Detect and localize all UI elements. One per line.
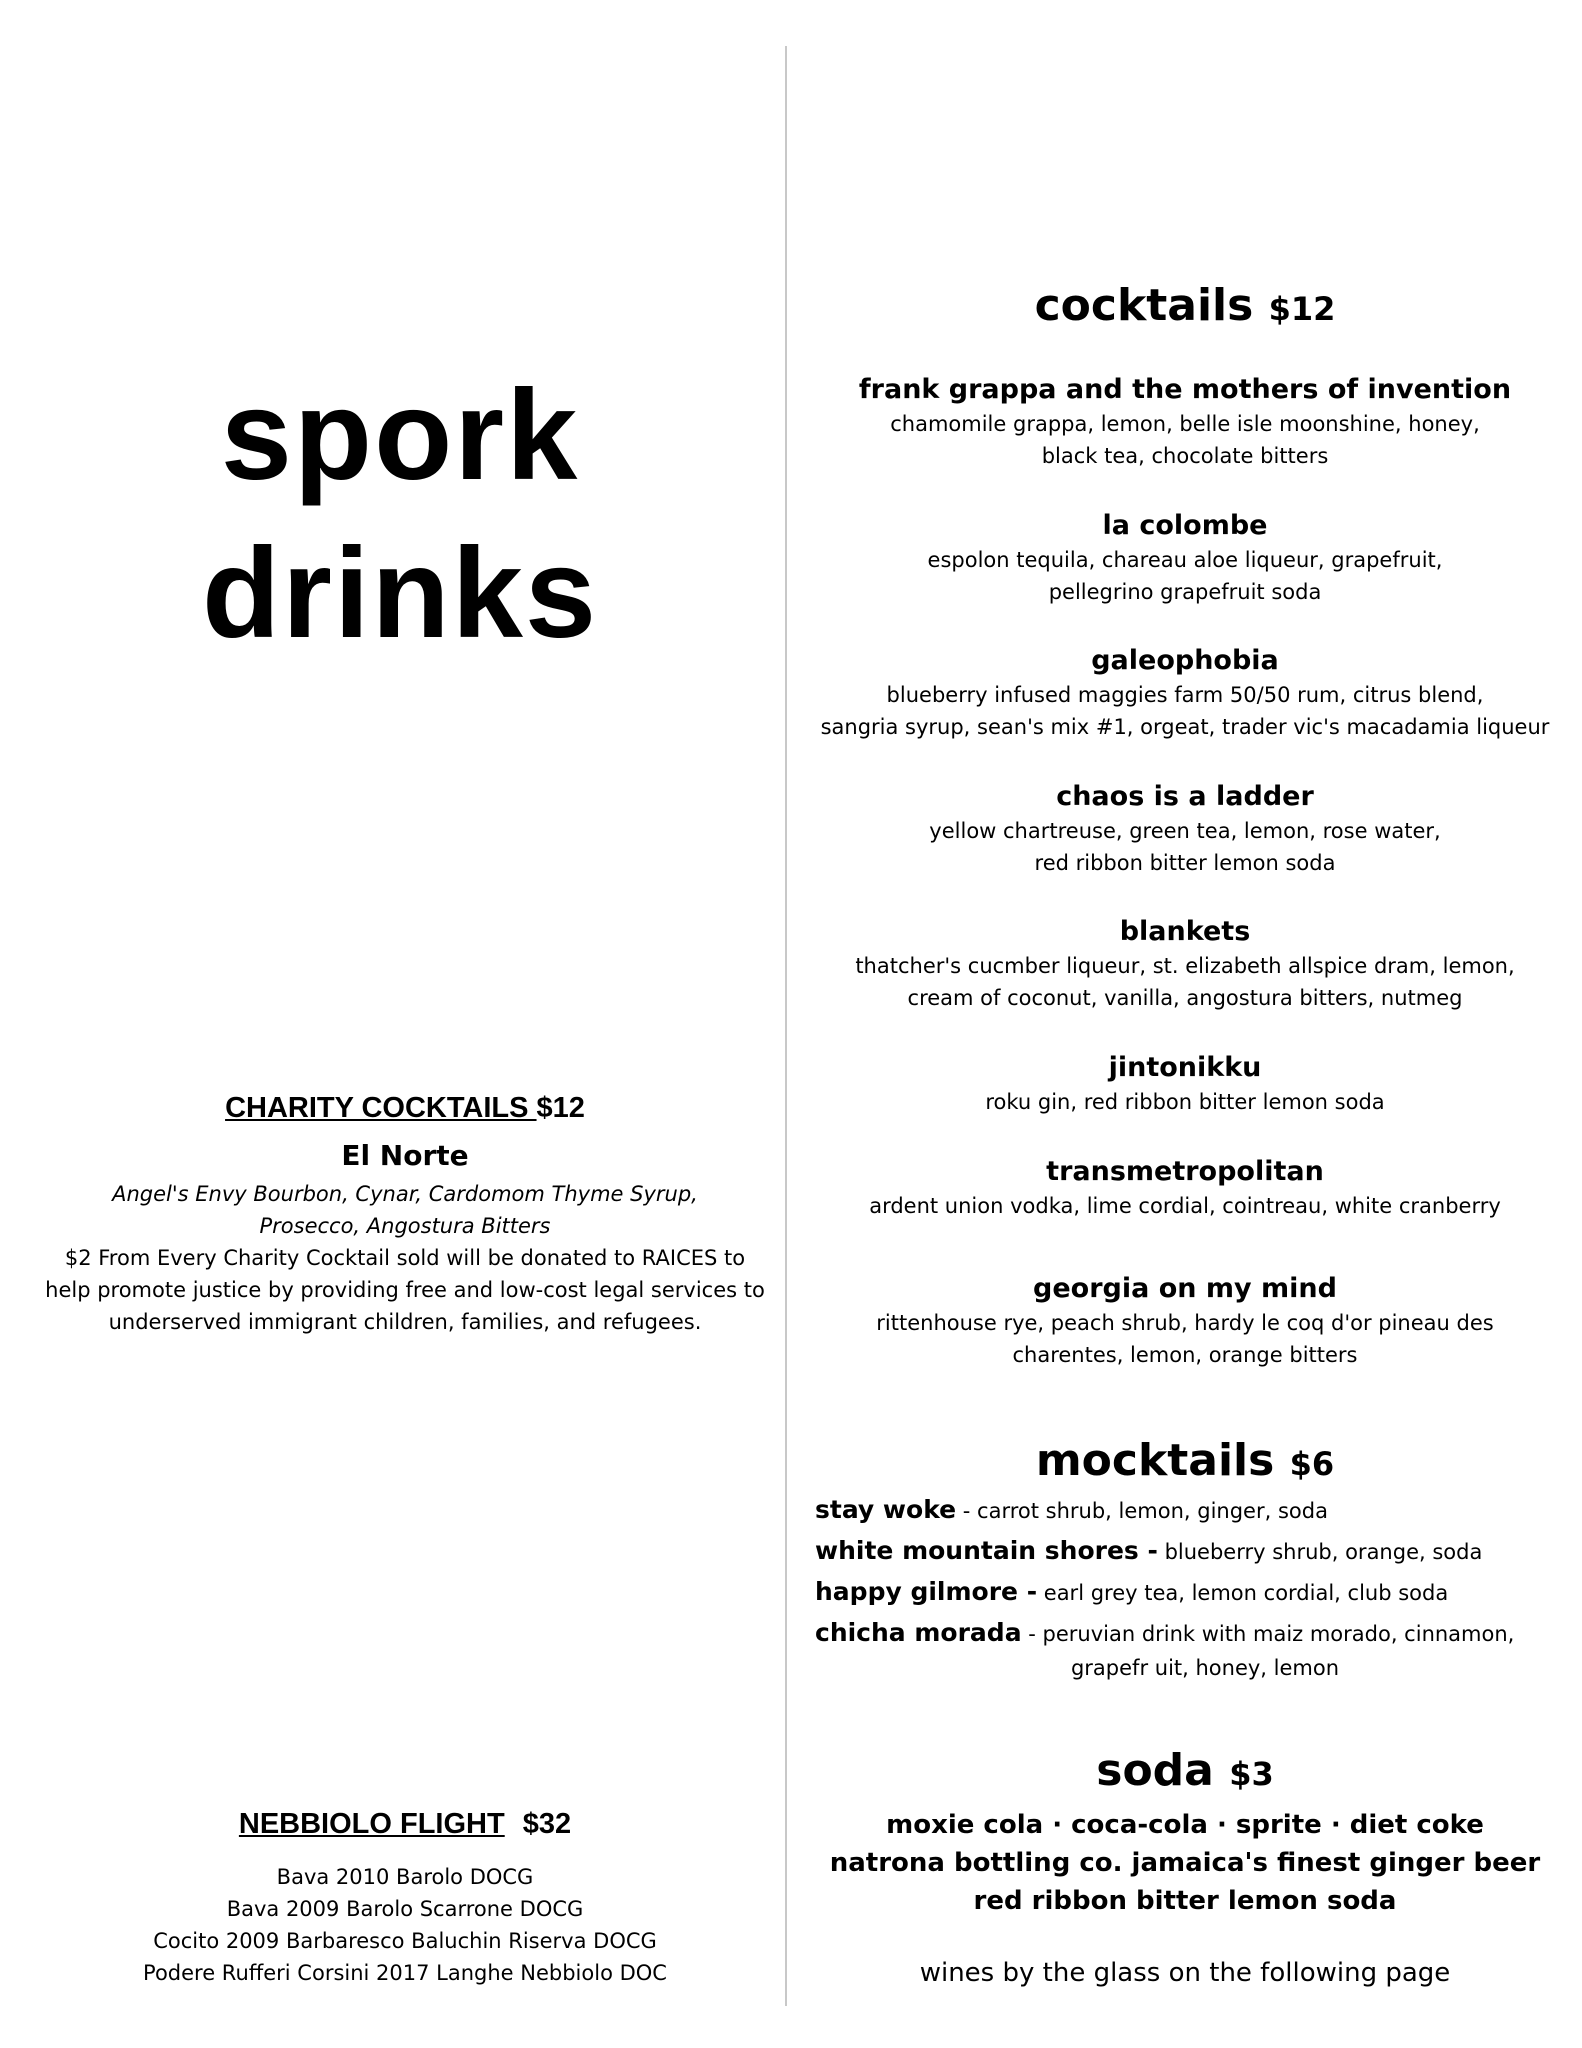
cocktail-item [800, 372, 1570, 472]
cocktail-name: la colombe [1102, 510, 1268, 541]
cocktail-desc: cream of coconut, vanilla, angostura bitters, nutmeg [907, 986, 1463, 1010]
nebbiolo-wine: Bava 2009 Barolo Scarrone DOCG [226, 1897, 584, 1921]
soda-list [800, 1806, 1570, 1920]
cocktail-desc: ardent union vodka, lime cordial, cointreau, white cranberry [869, 1194, 1501, 1218]
mocktail-desc: - carrot shrub, lemon, ginger, soda [956, 1499, 1328, 1523]
charity-heading-text: CHARITY COCKTAILS [225, 1092, 537, 1124]
mocktail-item [815, 1531, 1575, 1572]
soda-line: red ribbon bitter lemon soda [973, 1886, 1397, 1916]
cocktail-item [800, 1050, 1570, 1118]
cocktail-name: chaos is a ladder [1056, 781, 1314, 812]
soda-title: soda [1096, 1745, 1214, 1796]
charity-price: $12 [536, 1092, 585, 1124]
mocktail-item [815, 1490, 1575, 1531]
charity-note-line1: $2 From Every Charity Cocktail sold will be donated to RAICES to [64, 1246, 746, 1270]
menu-title-line1: spork [220, 364, 580, 507]
nebbiolo-price: $32 [522, 1808, 572, 1840]
cocktail-desc: chamomile grappa, lemon, belle isle moonshine, honey, [890, 412, 1480, 436]
cocktail-desc: yellow chartreuse, green tea, lemon, rose water, [929, 819, 1441, 843]
column-divider [785, 46, 787, 2006]
cocktail-name: transmetropolitan [1046, 1156, 1324, 1187]
cocktail-item [800, 914, 1570, 1014]
mocktails-title: mocktails [1035, 1435, 1275, 1486]
soda-price: $3 [1229, 1755, 1274, 1793]
soda-line: moxie cola · coca-cola · sprite · diet coke [886, 1810, 1484, 1840]
nebbiolo-wine: Podere Rufferi Corsini 2017 Langhe Nebbiolo DOC [143, 1961, 667, 1985]
soda-heading [800, 1745, 1570, 1796]
mocktail-desc: earl grey tea, lemon cordial, club soda [1037, 1581, 1449, 1605]
charity-cocktails-section [30, 1092, 780, 1338]
cocktail-desc: charentes, lemon, orange bitters [1012, 1343, 1358, 1367]
cocktail-desc: blueberry infused maggies farm 50/50 rum, citrus blend, [886, 683, 1484, 707]
charity-note-line3: underserved immigrant children, families, and refugees. [108, 1310, 702, 1334]
cocktail-name: jintonikku [1108, 1052, 1262, 1083]
charity-ingredients-line1: Angel's Envy Bourbon, Cynar, Cardomom Thyme Syrup, [112, 1182, 698, 1206]
charity-ingredients-line2: Prosecco, Angostura Bitters [259, 1214, 551, 1238]
mocktail-name: happy gilmore - [815, 1577, 1038, 1606]
mocktail-item [815, 1572, 1575, 1613]
mocktail-name: white mountain shores - [815, 1536, 1158, 1565]
nebbiolo-heading-text: NEBBIOLO FLIGHT [238, 1808, 505, 1840]
menu-title-line2: drinks [201, 522, 599, 665]
nebbiolo-heading [30, 1808, 780, 1841]
cocktail-item [800, 1154, 1570, 1222]
cocktails-title: cocktails [1034, 280, 1254, 331]
cocktail-name: blankets [1119, 916, 1251, 947]
nebbiolo-wine: Cocito 2009 Barbaresco Baluchin Riserva DOCG [153, 1929, 657, 1953]
mocktail-name: stay woke [815, 1495, 957, 1524]
cocktail-name: frank grappa and the mothers of invention [858, 374, 1512, 405]
footer-note [800, 1958, 1570, 1988]
cocktail-desc: sangria syrup, sean's mix #1, orgeat, trader vic's macadamia liqueur [820, 715, 1550, 739]
cocktail-desc: red ribbon bitter lemon soda [1034, 851, 1336, 875]
cocktail-item [800, 1271, 1570, 1371]
cocktail-desc: thatcher's cucmber liqueur, st. elizabeth allspice dram, lemon, [855, 954, 1515, 978]
cocktail-name: galeophobia [1091, 645, 1279, 676]
cocktail-item [800, 779, 1570, 879]
nebbiolo-flight-section [30, 1808, 780, 1989]
cocktails-heading [800, 280, 1570, 331]
cocktail-desc: pellegrino grapefruit soda [1048, 580, 1322, 604]
charity-note-line2: help promote justice by providing free and low-cost legal services to [45, 1278, 765, 1302]
mocktails-heading [800, 1435, 1570, 1486]
mocktails-price: $6 [1289, 1445, 1335, 1483]
cocktail-item [800, 508, 1570, 608]
soda-line: natrona bottling co. jamaica's finest ginger beer [829, 1848, 1541, 1878]
footer-note-text: wines by the glass on the following page [919, 1958, 1451, 1988]
charity-heading [30, 1092, 780, 1125]
nebbiolo-wine: Bava 2010 Barolo DOCG [276, 1865, 534, 1889]
cocktails-price: $12 [1268, 290, 1336, 328]
cocktail-desc: rittenhouse rye, peach shrub, hardy le coq d'or pineau des [876, 1311, 1494, 1335]
cocktail-item [800, 643, 1570, 743]
charity-cocktail-name: El Norte [341, 1139, 469, 1172]
mocktail-desc-continuation: grapefr uit, honey, lemon [1070, 1656, 1340, 1680]
mocktail-item [815, 1613, 1575, 1654]
cocktail-name: georgia on my mind [1033, 1273, 1337, 1304]
cocktail-desc: black tea, chocolate bitters [1041, 444, 1329, 468]
cocktail-desc: espolon tequila, chareau aloe liqueur, grapefruit, [927, 548, 1443, 572]
mocktail-desc: blueberry shrub, orange, soda [1157, 1540, 1483, 1564]
mocktail-desc: - peruvian drink with maiz morado, cinnamon, [1021, 1622, 1515, 1646]
cocktail-desc: roku gin, red ribbon bitter lemon soda [985, 1090, 1385, 1114]
mocktail-name: chicha morada [815, 1618, 1022, 1647]
mocktails-list [815, 1490, 1575, 1682]
